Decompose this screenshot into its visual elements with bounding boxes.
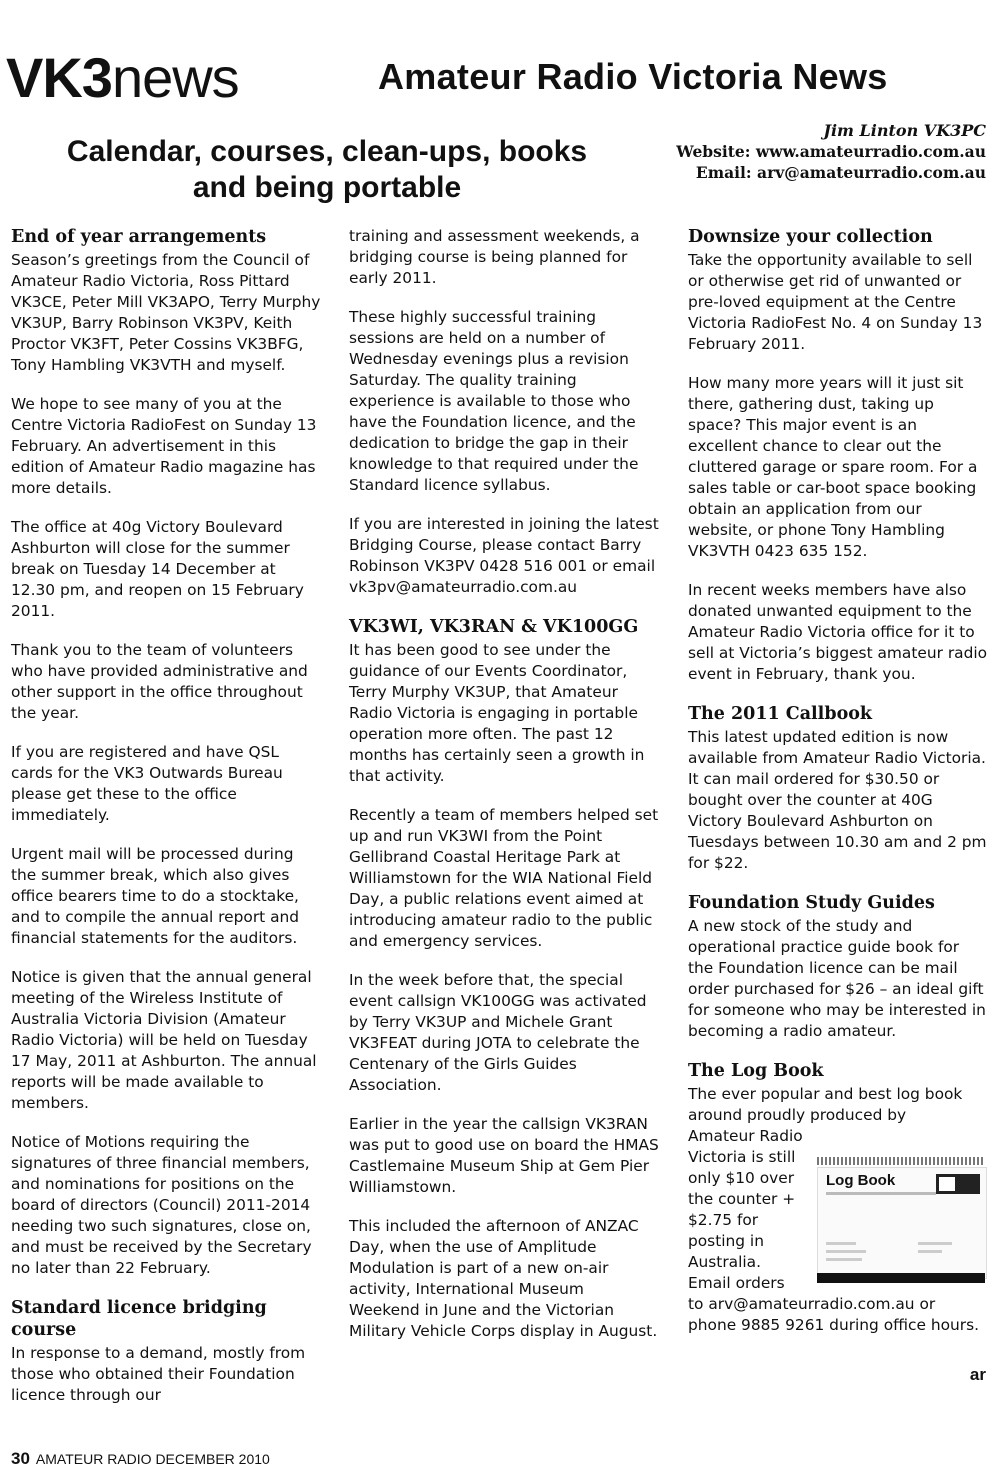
paragraph: If you are interested in joining the latest Bridging Course, please contact Barry Robinson VK3PV 0428 516 001 or email vk3pv@amateurradio.com.au xyxy=(349,515,659,596)
paragraph: If you are registered and have QSL cards for the VK3 Outwards Bureau please get these to the office immediately. xyxy=(11,743,283,824)
paragraph: Notice of Motions requiring the signatures of three financial members, and nominations for positions on the board of directors (Council) 2011-2014 needing two such signatures, close on, and must be received by the Secretary no later than 22 February. xyxy=(11,1133,312,1277)
paragraph: How many more years will it just sit there, gathering dust, taking up space? This major event is an excellent chance to clear out the cluttered garage or spare room. For a sales table or car-boot space booking obtain an application from our website, or phone Tony Hambling VK3VTH 0423 635 152. xyxy=(688,374,978,560)
paragraph: Victoria is still only $10 over the counter + $2.75 for posting in Australia. Email orders xyxy=(688,1148,796,1292)
cover-title: Log Book xyxy=(826,1172,896,1189)
end-of-article-mark: ar xyxy=(969,1365,986,1384)
author-name: Jim Linton VK3PC xyxy=(823,121,986,140)
paragraph: Thank you to the team of volunteers who have provided administrative and other support in the office throughout the year. xyxy=(11,641,308,722)
paragraph: In the week before that, the special event callsign VK100GG was activated by Terry VK3UP and Michele Grant VK3FEAT during JOTA to celebrate the Centenary of the Girls Guides Association. xyxy=(349,971,647,1094)
paragraph: Season’s greetings from the Council of Amateur Radio Victoria, Ross Pittard VK3CE, Peter Mill VK3APO, Terry Murphy VK3UP, Barry Robinson VK3PV, Keith Proctor VK3FT, Peter Cossins VK3BFG, Tony Hambling VK3VTH and myself. xyxy=(11,251,321,374)
page-number: 30 xyxy=(11,1449,30,1468)
section-logo xyxy=(6,48,239,108)
paragraph: It has been good to see under the guidance of our Events Coordinator, Terry Murphy VK3UP, that Amateur Radio Victoria is engaging in portable operation more often. The past 12 months has certainly seen a growth in that activity. xyxy=(349,641,645,785)
email-line[interactable]: Email: arv@amateurradio.com.au xyxy=(695,163,986,182)
paragraph: Take the opportunity available to sell or otherwise get rid of unwanted or pre-loved equipment at the Centre Victoria RadioFest No. 4 on Sunday 13 February 2011. xyxy=(688,251,983,353)
paragraph: training and assessment weekends, a bridging course is being planned for early 2011. xyxy=(349,227,640,287)
paragraph: A new stock of the study and operational practice guide book for the Foundation licence can be mail order purchased for $26 – an ideal gift for someone who may be interested in becoming a radio amateur. xyxy=(688,917,986,1040)
cover-panel xyxy=(817,1167,987,1279)
subheading-study-guides: Foundation Study Guides xyxy=(688,893,935,913)
subheading-downsize: Downsize your collection xyxy=(688,227,933,247)
subheading-callbook: The 2011 Callbook xyxy=(688,704,873,724)
paragraph: to arv@amateurradio.com.au or phone 9885 9261 during office hours. xyxy=(688,1295,980,1334)
publication-name: AMATEUR RADIO DECEMBER 2010 xyxy=(35,1451,270,1467)
paragraph: The office at 40g Victory Boulevard Ashburton will close for the summer break on Tuesday 14 December at 12.30 pm, and reopen on 15 February 2011. xyxy=(11,518,304,620)
subheading-log-book: The Log Book xyxy=(688,1061,824,1081)
headline-line-2: and being portable xyxy=(192,171,462,204)
article-byline xyxy=(676,120,986,183)
paragraph: In recent weeks members have also donated unwanted equipment to the Amateur Radio Victoria office for it to sell at Victoria’s biggest amateur radio event in February, thank you. xyxy=(688,581,988,683)
paragraph: The ever popular and best log book around proudly produced by Amateur Radio xyxy=(688,1085,963,1145)
subheading-end-of-year: End of year arrangements xyxy=(11,227,267,247)
spiral-binding xyxy=(817,1157,985,1165)
paragraph: Notice is given that the annual general meeting of the Wireless Institute of Australia Victoria Division (Amateur Radio Victoria) will be held on Tuesday 17 May, 2011 at Ashburton. The annual reports will be made available to members. xyxy=(11,968,317,1112)
page-footer xyxy=(11,1449,270,1469)
paragraph: Earlier in the year the callsign VK3RAN was put to good use on board the HMAS Castlemaine Museum Ship at Gem Pier Williamstown. xyxy=(349,1115,659,1196)
website-line[interactable]: Website: www.amateurradio.com.au xyxy=(676,142,986,161)
cover-footer-bar xyxy=(817,1273,985,1283)
subheading-bridging-course: Standard licence bridging course xyxy=(11,1298,267,1340)
section-logo-light: news xyxy=(111,46,239,109)
paragraph: Recently a team of members helped set up and run VK3WI from the Point Gellibrand Coastal Heritage Park at Williamstown for the WIA National Field Day, a public relations event aimed at introducing amateur radio to the public and emergency services. xyxy=(349,806,659,950)
headline-line-1: Calendar, courses, clean-ups, books xyxy=(66,135,588,168)
paragraph: Urgent mail will be processed during the summer break, which also gives office bearers time to do a stocktake, and to compile the annual report and financial statements for the auditors. xyxy=(11,845,300,947)
column-1 xyxy=(11,226,321,1424)
article-headline xyxy=(14,134,640,206)
cover-subtitle-line xyxy=(826,1192,936,1195)
paragraph: We hope to see many of you at the Centre Victoria RadioFest on Sunday 13 February. An advertisement in this edition of Amateur Radio magazine has more details. xyxy=(11,395,317,497)
subheading-callsigns: VK3WI, VK3RAN & VK100GG xyxy=(349,617,639,637)
column-2 xyxy=(349,226,659,1360)
paragraph: This included the afternoon of ANZAC Day, when the use of Amplitude Modulation is part of a new on-air activity, International Museum Weekend in June and the Victorian Military Vehicle Corps display in August. xyxy=(349,1217,658,1340)
section-logo-bold: VK3 xyxy=(6,46,112,109)
paragraph: This latest updated edition is now available from Amateur Radio Victoria. It can mail ordered for $30.50 or bought over the counter at 40G Victory Boulevard Ashburton on Tuesdays between 10.30 am and 2 pm for $22. xyxy=(688,728,987,872)
paragraph: In response to a demand, mostly from those who obtained their Foundation licence through our xyxy=(11,1344,306,1404)
log-book-cover-image xyxy=(817,1157,985,1285)
cover-logo-icon xyxy=(936,1174,980,1194)
section-title: Amateur Radio Victoria News xyxy=(378,56,888,97)
paragraph: These highly successful training sessions are held on a number of Wednesday evenings plus a revision Saturday. The quality training experience is available to those who have the Foundation licence, and the dedication to bridge the gap in their knowledge to that required under the Standard licence syllabus. xyxy=(349,308,639,494)
